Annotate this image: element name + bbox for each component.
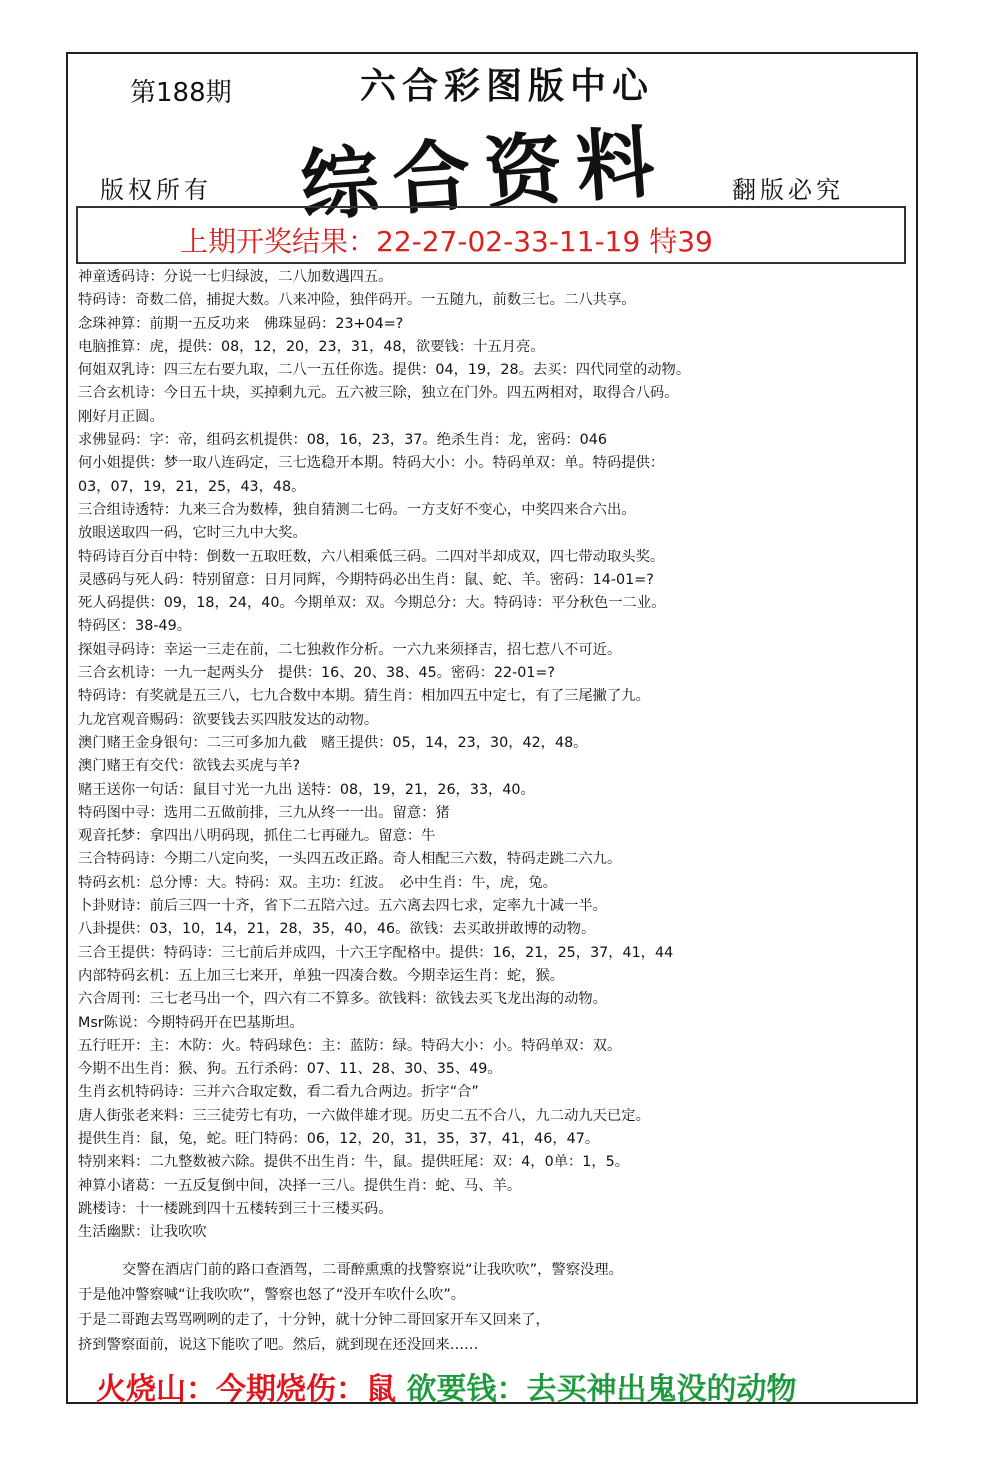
content-line: Msr陈说：今期特码开在巴基斯坦。 — [78, 1014, 304, 1031]
copyright-label: 版权所有 — [100, 176, 212, 204]
content-line: 三合玄机诗：一九一起两头分 提供：16、20、38、45。密码：22-01=? — [78, 665, 556, 682]
content-line: 生活幽默：让我吹吹 — [78, 1224, 207, 1241]
content-line: 三合王提供：特码诗：三七前后并成四，十六王字配格中。提供：16，21，25，37，41，44 — [78, 944, 674, 961]
content-line: 放眼送取四一码，它时三九中大奖。 — [78, 525, 307, 542]
content-line: 探姐寻码诗：幸运一三走在前，二七独救作分析。一六九来须择吉，招七惹八不可近。 — [78, 641, 622, 658]
story-line: 于是他冲警察喊“让我吹吹”，警察也怒了“没开车吹什么吹”。 — [78, 1287, 466, 1303]
content-line: 求佛显码：字：帝，组码玄机提供：08，16，23，37。绝杀生肖：龙，密码：046 — [78, 432, 607, 449]
content-line: 跳楼诗：十一楼跳到四十五楼转到三十三楼买码。 — [78, 1200, 393, 1217]
content-line: 赌王送你一句话：鼠目寸光一九出 送特：08，19，21，26，33，40。 — [78, 781, 535, 798]
content-line: 三合组诗透特：九来三合为数棒，独自猜测二七码。一方支好不变心，中奖四来合六出。 — [78, 501, 636, 518]
content-line: 澳门赌王金身银句：二三可多加九截 赌王提供：05，14，23，30，42，48。 — [78, 734, 588, 751]
content-line: 特别来料：二九整数被六除。提供不出生肖：牛，鼠。提供旺尾：双：4，0单：1，5。 — [78, 1154, 630, 1171]
content-line: 电脑推算：虎，提供：08，12，20，23，31，48，欲要钱：十五月亮。 — [78, 338, 545, 355]
content-line: 死人码提供：09，18，24，40。今期单双：双。今期总分：大。特码诗：平分秋色一二业。 — [78, 595, 666, 612]
content-line: 特码玄机：总分博：大。特码：双。主功：红波。 必中生肖：牛，虎，兔。 — [78, 874, 557, 891]
content-line: 五行旺开：主：木防：火。特码球色：主：蓝防：绿。特码大小：小。特码单双：双。 — [78, 1037, 622, 1054]
content-line: 神算小诸葛：一五反复倒中间，决择一三八。提供生肖：蛇、马、羊。 — [78, 1177, 522, 1194]
content-line: 刚好月正圆。 — [78, 408, 164, 425]
money-text: 欲要钱：去买神出鬼没的动物 — [406, 1372, 797, 1407]
content-line: 特码诗：奇数二倍，捕捉大数。八来冲险，独伴码开。一五随九，前数三七。二八共享。 — [78, 292, 636, 309]
content-line: 今期不出生肖：猴、狗。五行杀码：07、11、28、30、35、49。 — [78, 1061, 502, 1078]
piracy-label: 翻版必究 — [732, 176, 844, 204]
issue-number: 第188期 — [130, 78, 232, 108]
content-line: 特码图中寻：选用二五做前排，三九从终一一出。留意：猪 — [78, 804, 450, 821]
content-line: 八卦提供：03，10，14，21，28，35，40，46。欲钱：去买敢拼敢博的动物。 — [78, 921, 596, 938]
center-title: 六合彩图版中心 — [360, 65, 655, 107]
content-line: 03，07，19，21，25，43，48。 — [78, 478, 306, 495]
content-line: 观音托梦：拿四出八明码现，抓住二七再碰九。留意：牛 — [78, 828, 436, 845]
content-lines — [78, 266, 908, 1244]
content-line: 生肖玄机特码诗：三并六合取定数，看二看九合两边。折字“合” — [78, 1084, 479, 1101]
content-line: 三合特码诗：今期二八定向奖，一头四五改正路。奇人相配三六数，特码走跳二六九。 — [78, 851, 622, 868]
bottom-banner — [96, 1364, 796, 1408]
story-line: 于是二哥跑去骂骂咧咧的走了，十分钟，就十分钟二哥回家开车又回来了， — [78, 1312, 550, 1328]
last-result: 上期开奖结果：22-27-02-33-11-19 特39 — [180, 225, 713, 258]
content-line: 三合玄机诗：今日五十块，买掉剩九元。五六被三除，独立在门外。四五两相对，取得合八码。 — [78, 385, 679, 402]
content-line: 六合周刊：三七老马出一个，四六有二不算多。欲钱料：欲钱去买飞龙出海的动物。 — [78, 991, 607, 1008]
humor-story — [78, 1258, 908, 1358]
story-line: 交警在酒店门前的路口查酒驾，二哥醉熏熏的找警察说“让我吹吹”，警察没理。 — [122, 1262, 623, 1278]
content-line: 神童透码诗：分说一七归绿波，二八加数遇四五。 — [78, 269, 393, 285]
content-line: 灵感码与死人码：特别留意：日月同辉，今期特码必出生肖：鼠、蛇、羊。密码：14-01=? — [78, 571, 654, 588]
content-line: 内部特码玄机：五上加三七来开，单独一四凑合数。今期幸运生肖：蛇，猴。 — [78, 967, 565, 984]
story-line: 挤到警察面前，说这下能吹了吧。然后，就到现在还没回来…… — [78, 1337, 479, 1353]
burn-text: 火烧山：今期烧伤：鼠 — [96, 1372, 396, 1407]
content-line: 九龙宫观音赐码：欲要钱去买四肢发达的动物。 — [78, 711, 379, 728]
content-line: 唐人街张老来料：三三徒劳七有功，一六做伴雄才现。历史二五不合八，九二动九天已定。 — [78, 1107, 650, 1124]
content-line: 特码诗：有奖就是五三八，七九合数中本期。猜生肖：相加四五中定七，有了三尾撇了九。 — [78, 688, 650, 705]
big-title: 综合资料 — [297, 116, 672, 233]
content-line: 澳门赌王有交代：欲钱去买虎与羊? — [78, 758, 301, 775]
content-line: 特码区：38-49。 — [78, 618, 192, 635]
content-line: 何姐双乳诗：四三左右要九取，二八一五任你选。提供：04，19，28。去买：四代同堂的动物。 — [78, 362, 691, 379]
content-line: 何小姐提供：梦一取八连码定，三七选稳开本期。特码大小：小。特码单双：单。特码提供： — [78, 455, 665, 472]
content-line: 特码诗百分百中特：倒数一五取旺数，六八相乘低三码。二四对半却成双，四七带动取头奖。 — [78, 548, 665, 565]
content-line: 提供生肖：鼠，兔，蛇。旺门特码：06，12，20，31，35，37，41，46，47。 — [78, 1130, 600, 1147]
content-line: 念珠神算：前期一五反功来 佛珠显码：23+04=? — [78, 315, 404, 332]
content-line: 卜卦财诗：前后三四一十齐，省下二五陪六过。五六离去四七求，定率九十减一半。 — [78, 898, 607, 915]
